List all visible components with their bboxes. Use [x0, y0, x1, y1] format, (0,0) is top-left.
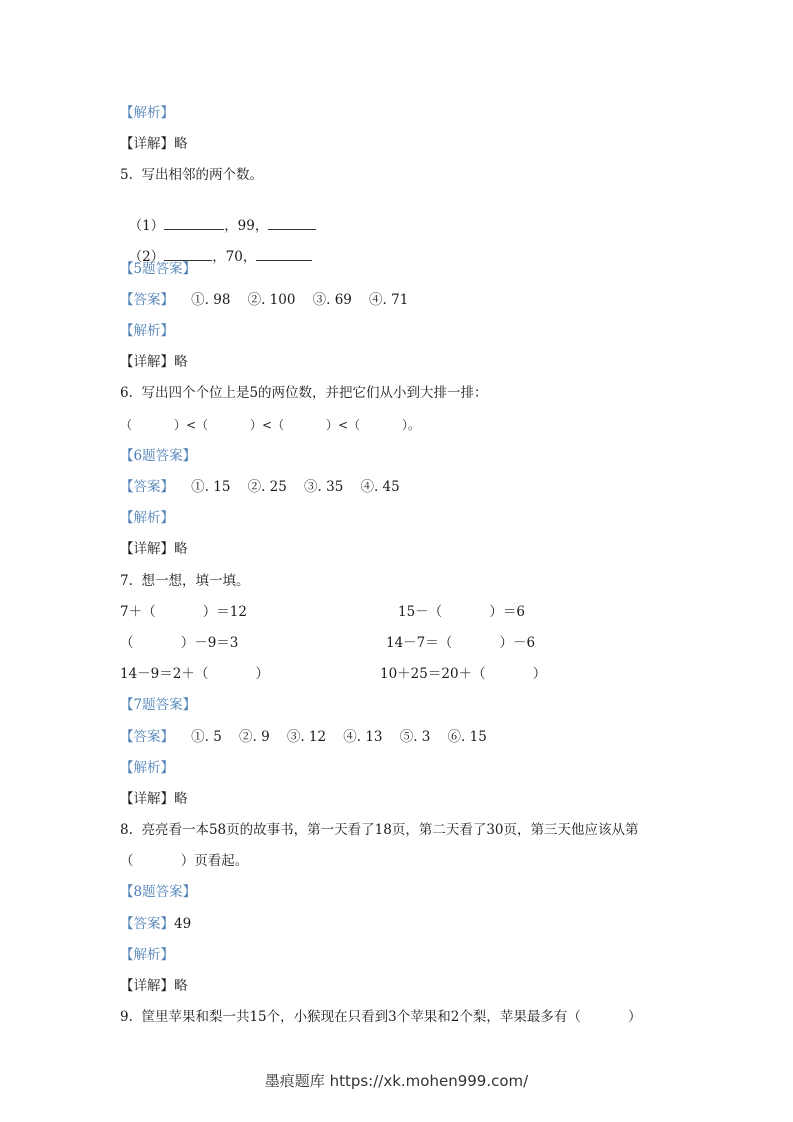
question-7-row-1-right: 15－（ ）＝6: [398, 604, 525, 620]
label-tag: 【详解】: [120, 978, 174, 994]
question-9-title: 9. 筐里苹果和梨一共15个，小猴现在只看到3个苹果和2个梨，苹果最多有（ ）: [120, 1009, 642, 1025]
label-value: 略: [174, 354, 188, 370]
label-tag: 【详解】: [120, 791, 174, 807]
label-value: 略: [174, 791, 188, 807]
answer-7: [120, 728, 487, 746]
label-tag: 【答案】: [120, 292, 174, 308]
label-tag: 【详解】: [120, 136, 174, 152]
answer-8: [120, 915, 191, 933]
label-value: ①. 15 ②. 25 ③. 35 ④. 45: [174, 479, 400, 495]
q5-item2-mid: ，70，: [212, 249, 257, 265]
answer-5: [120, 291, 408, 309]
label-tag: 【详解】: [120, 541, 174, 557]
question-7-row-2-left: （ ）－9＝3: [120, 635, 239, 651]
question-7-row-1-left: 7＋（ ）＝12: [120, 604, 247, 620]
analysis-heading: 【解析】: [120, 105, 174, 121]
label-value: ①. 98 ②. 100 ③. 69 ④. 71: [174, 292, 409, 308]
analysis-heading-7: 【解析】: [120, 760, 174, 776]
label-value: 49: [174, 916, 192, 932]
label-value: 略: [174, 541, 188, 557]
answer-6: [120, 478, 400, 496]
detail-line: [120, 135, 188, 153]
q5-item1-prefix: （1）: [128, 218, 165, 234]
question-7-row-3-left: 14－9＝2＋（ ）: [120, 666, 270, 682]
q5-item2-prefix: （2）: [128, 249, 165, 265]
question-6-row: （ ）<（ ）<（ ）<（ ）。: [120, 418, 421, 432]
label-value: ①. 5 ②. 9 ③. 12 ④. 13 ⑤. 3 ⑥. 15: [174, 729, 487, 745]
question-6-title: 6. 写出四个个位上是5的两位数，并把它们从小到大排一排：: [120, 385, 488, 401]
detail-6: [120, 540, 188, 558]
q5-item1-mid: ，99，: [224, 218, 269, 234]
label-value: 略: [174, 978, 188, 994]
question-7-row-3-right: 10＋25＝20＋（ ）: [380, 666, 547, 682]
analysis-heading-5: 【解析】: [120, 323, 174, 339]
label-tag: 【答案】: [120, 916, 174, 932]
answer-heading-7: 【7题答案】: [120, 697, 197, 713]
footer-watermark: 墨痕题库 https://xk.mohen999.com/: [264, 1072, 529, 1090]
blank-field[interactable]: [164, 216, 224, 230]
question-5-title: 5. 写出相邻的两个数。: [120, 167, 263, 183]
label-tag: 【详解】: [120, 354, 174, 370]
question-7-row-2-right: 14－7＝（ ）－6: [386, 635, 536, 651]
label-tag: 【答案】: [120, 479, 174, 495]
detail-5: [120, 353, 188, 371]
detail-7: [120, 790, 188, 808]
label-tag: 【答案】: [120, 729, 174, 745]
blank-field[interactable]: [268, 216, 316, 230]
question-8-title: 8. 亮亮看一本58页的故事书，第一天看了18页，第二天看了30页，第三天他应该从第: [120, 822, 639, 838]
analysis-heading-6: 【解析】: [120, 510, 174, 526]
label-value: 略: [174, 136, 188, 152]
analysis-heading-8: 【解析】: [120, 947, 174, 963]
question-7-title: 7. 想一想，填一填。: [120, 573, 250, 589]
answer-heading-5: 【5题答案】: [120, 261, 197, 277]
blank-field[interactable]: [256, 247, 312, 261]
answer-heading-8: 【8题答案】: [120, 884, 197, 900]
detail-8: [120, 977, 188, 995]
answer-heading-6: 【6题答案】: [120, 448, 197, 464]
question-8-continued: （ ）页看起。: [120, 853, 249, 869]
blank-field[interactable]: [164, 247, 212, 261]
